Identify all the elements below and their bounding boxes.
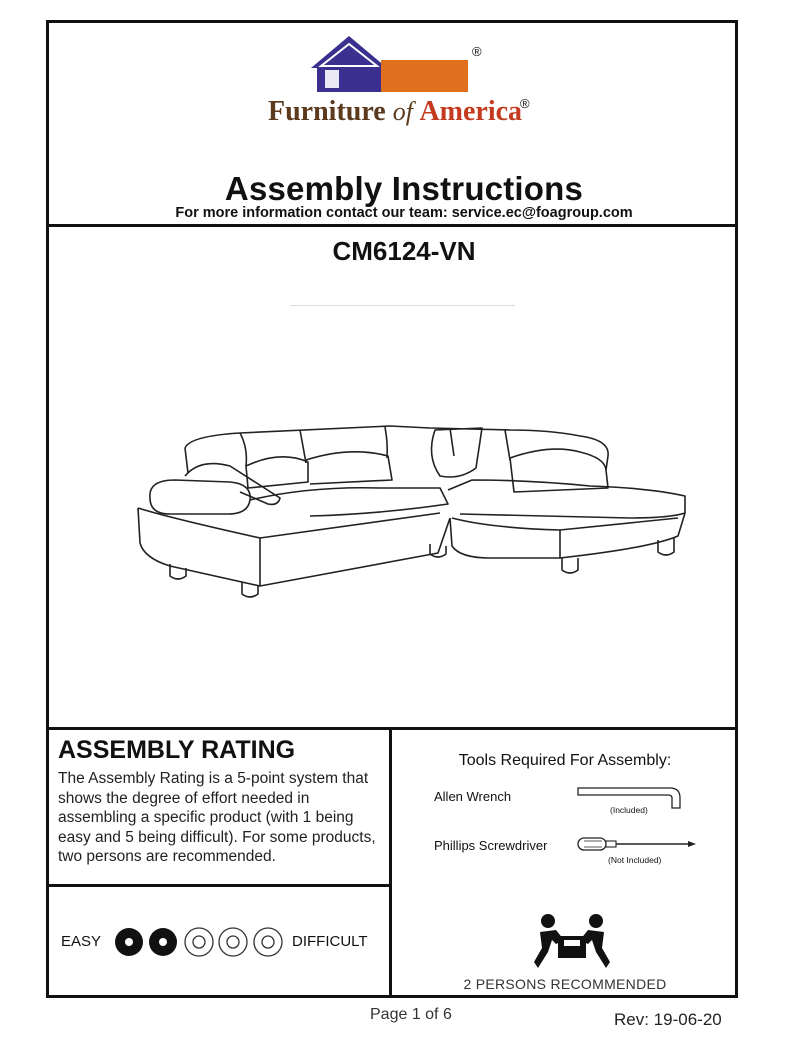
registered-mark: ® xyxy=(472,44,482,59)
brand-logo xyxy=(305,30,475,100)
page-number: Page 1 of 6 xyxy=(370,1006,452,1023)
tool-note-not-included: (Not Included) xyxy=(608,855,662,865)
contact-line: For more information contact our team: service.ec@foagroup.com xyxy=(175,205,633,221)
rating-dot-4-empty xyxy=(219,928,247,956)
rating-title: ASSEMBLY RATING xyxy=(58,736,296,764)
model-number: CM6124-VN xyxy=(332,236,476,266)
brand-name: Furniture of America xyxy=(268,96,523,127)
logo-bar-shape xyxy=(381,60,468,92)
tool-name-screwdriver: Phillips Screwdriver xyxy=(434,838,548,853)
registered-mark-2: ® xyxy=(520,96,530,111)
easy-label: EASY xyxy=(61,933,102,950)
rating-dot-2-filled xyxy=(149,928,177,956)
persons-recommended-label: 2 PERSONS RECOMMENDED xyxy=(463,976,667,992)
sectional-sofa-illustration xyxy=(130,418,690,603)
revision-date: Rev: 19-06-20 xyxy=(614,1010,722,1029)
divider-main xyxy=(46,727,738,730)
tool-name-allen-wrench: Allen Wrench xyxy=(434,789,512,804)
page-title: Assembly Instructions xyxy=(224,170,584,207)
rating-scale xyxy=(113,925,291,959)
tool-note-included: (Included) xyxy=(610,805,648,815)
rating-dot-5-empty xyxy=(254,928,282,956)
difficult-label: DIFFICULT xyxy=(292,933,368,950)
rating-dot-1-filled xyxy=(115,928,143,956)
rating-description: The Assembly Rating is a 5-point system that shows the degree of effort needed in assembling a specific product (with 1 being easy and 5 being difficult). For some products, two persons are recommended. xyxy=(58,770,376,865)
two-persons-lifting-icon xyxy=(534,912,610,970)
faint-line xyxy=(290,305,515,306)
rating-dot-3-empty xyxy=(185,928,213,956)
screwdriver-icon xyxy=(576,834,698,854)
tools-title: Tools Required For Assembly: xyxy=(458,752,672,769)
divider-rating xyxy=(46,884,392,887)
divider-header xyxy=(46,224,738,227)
